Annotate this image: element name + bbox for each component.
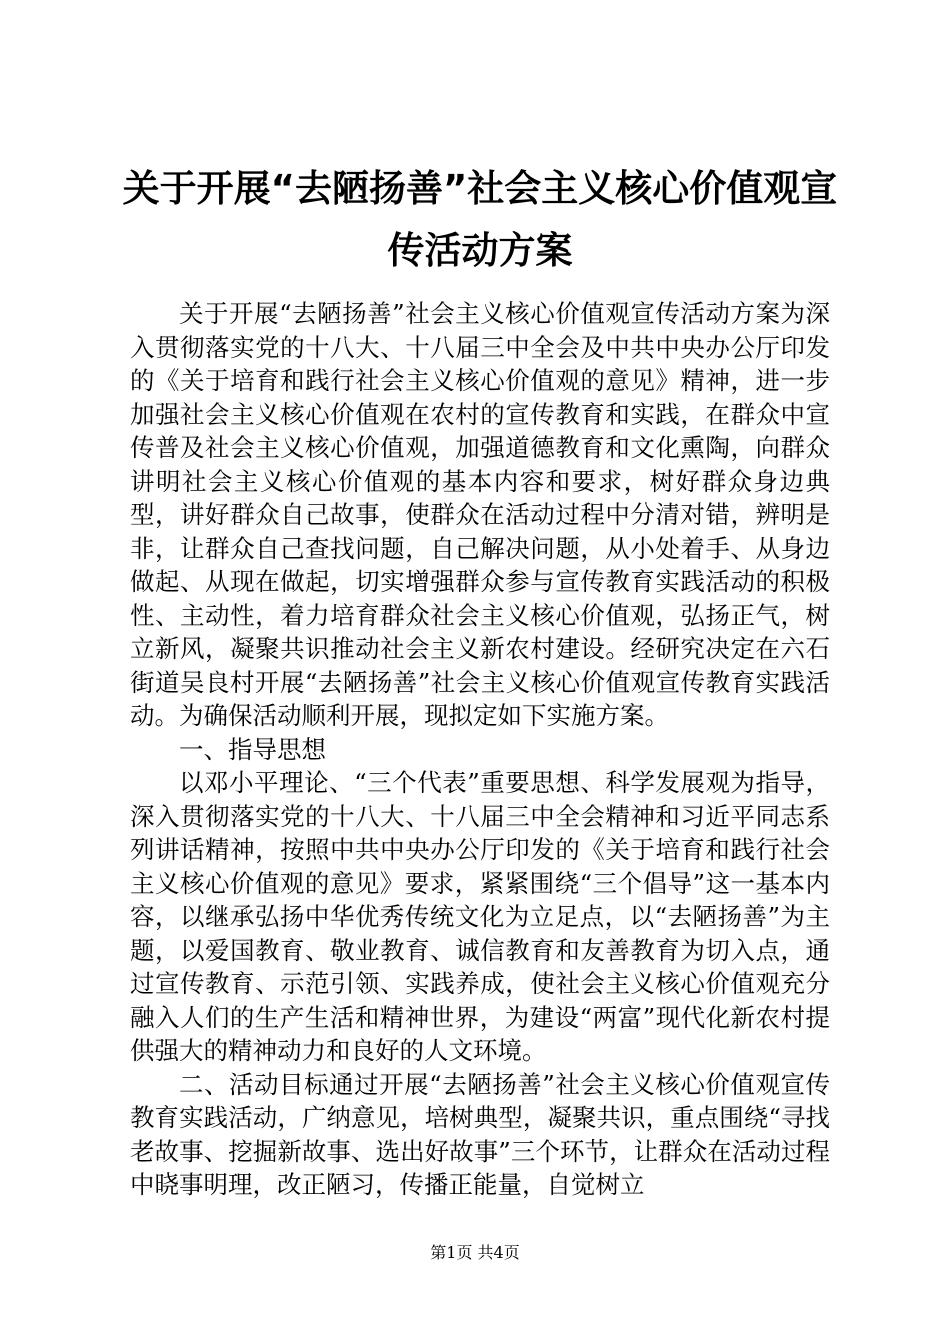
section-heading-guiding-ideology: 一、指导思想 [179,734,326,764]
paragraph-activity-goals: 二、活动目标通过开展“去陋扬善”社会主义核心价值观宣传教育实践活动，广纳意见，培树典型，凝聚共识，重点围绕“寻找老故事、挖掘新故事、选出好故事”三个环节，让群众在活动过程中晓事明理，改正陋习，传播正能量，自觉树立 [130,1069,830,1199]
document-title: 关于开展“去陋扬善”社会主义核心价值观宣传活动方案 [122,167,838,272]
paragraph-guiding-ideology: 以邓小平理论、“三个代表”重要思想、科学发展观为指导，深入贯彻落实党的十八大、十八届三中全会精神和习近平同志系列讲话精神，按照中共中央办公厅印发的《关于培育和践行社会主义核心价值观的意见》要求，紧紧围绕“三个倡导”这一基本内容，以继承弘扬中华优秀传统文化为立足点，以“去陋扬善”为主题，以爱国教育、敬业教育、诚信教育和友善教育为切入点，通过宣传教育、示范引领、实践养成，使社会主义核心价值观充分融入人们的生产生活和精神世界，为建设“两富”现代化新农村提供强大的精神动力和良好的人文环境。 [130,768,830,1065]
page-footer: 第1页 共4页 [430,1243,520,1262]
paragraph-intro: 关于开展“去陋扬善”社会主义核心价值观宣传活动方案为深入贯彻落实党的十八大、十八届三中全会及中共中央办公厅印发的《关于培育和践行社会主义核心价值观的意见》精神，进一步加强社会主义核心价值观在农村的宣传教育和实践，在群众中宣传普及社会主义核心价值观，加强道德教育和文化熏陶，向群众讲明社会主义核心价值观的基本内容和要求，树好群众身边典型，讲好群众自己故事，使群众在活动过程中分清对错，辨明是非，让群众自己查找问题，自己解决问题，从小处着手、从身边做起、从现在做起，切实增强群众参与宣传教育实践活动的积极性、主动性，着力培育群众社会主义核心价值观，弘扬正气，树立新风，凝聚共识推动社会主义新农村建设。经研究决定在六石街道吴良村开展“去陋扬善”社会主义核心价值观宣传教育实践活动。为确保活动顺利开展，现拟定如下实施方案。 [130,299,830,730]
document-body [130,297,830,1202]
